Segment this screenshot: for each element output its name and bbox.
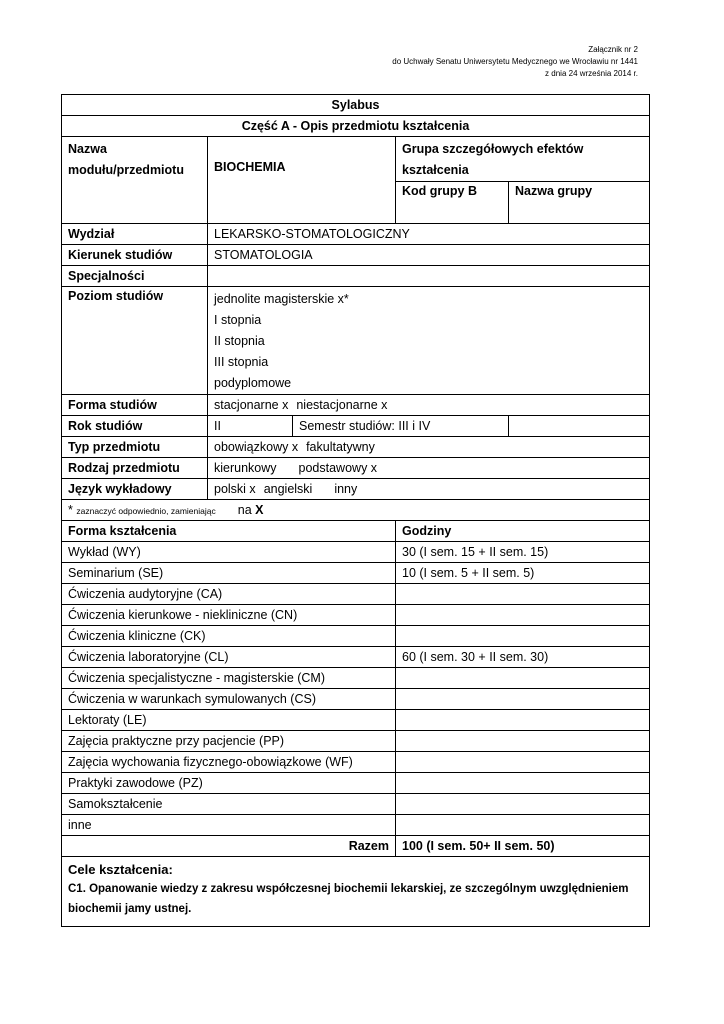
note-na: na <box>237 503 252 517</box>
faculty-label: Wydział <box>62 224 208 245</box>
form-name: Seminarium (SE) <box>62 563 396 584</box>
level-option-5: podyplomowe <box>214 376 292 390</box>
table-row <box>62 794 650 815</box>
group-name-label: Nazwa grupy <box>509 182 650 224</box>
table-row <box>62 752 650 773</box>
subject-type-obligatory: obowiązkowy x <box>214 440 299 454</box>
form-hours <box>396 626 650 647</box>
form-hours <box>396 731 650 752</box>
note-star: * <box>68 503 73 517</box>
language-value <box>208 479 650 500</box>
annex-line-3: z dnia 24 września 2014 r. <box>545 69 638 78</box>
form-hours <box>396 689 650 710</box>
year-value: II <box>208 416 293 437</box>
form-hours <box>396 794 650 815</box>
forms-header-name: Forma kształcenia <box>62 521 396 542</box>
effects-group-label <box>396 137 650 182</box>
semester-empty-cell <box>509 416 650 437</box>
module-name-value: BIOCHEMIA <box>208 137 396 224</box>
form-name: Ćwiczenia kliniczne (CK) <box>62 626 396 647</box>
study-form-value <box>208 395 650 416</box>
form-hours <box>396 710 650 731</box>
part-a-title: Część A - Opis przedmiotu kształcenia <box>62 116 650 137</box>
form-hours <box>396 605 650 626</box>
form-name: Praktyki zawodowe (PZ) <box>62 773 396 794</box>
annex-header <box>392 44 638 80</box>
table-row <box>62 626 650 647</box>
syllabus-table <box>61 94 650 927</box>
level-label: Poziom studiów <box>62 287 208 395</box>
specialization-value <box>208 266 650 287</box>
study-form-fulltime: stacjonarne x <box>214 398 289 412</box>
subject-kind-value <box>208 458 650 479</box>
faculty-value: LEKARSKO-STOMATOLOGICZNY <box>208 224 650 245</box>
form-name: Zajęcia wychowania fizycznego-obowiązkowe (WF) <box>62 752 396 773</box>
form-hours <box>396 815 650 836</box>
learning-goals <box>62 857 650 927</box>
effects-group-label-1: Grupa szczegółowych efektów <box>402 142 584 156</box>
level-option-3: II stopnia <box>214 334 265 348</box>
form-name: inne <box>62 815 396 836</box>
module-name-label-2: modułu/przedmiotu <box>68 163 184 177</box>
forms-header-hours: Godziny <box>396 521 650 542</box>
form-hours <box>396 752 650 773</box>
form-name: Ćwiczenia kierunkowe - niekliniczne (CN) <box>62 605 396 626</box>
study-form-label: Forma studiów <box>62 395 208 416</box>
form-name: Ćwiczenia audytoryjne (CA) <box>62 584 396 605</box>
table-row <box>62 563 650 584</box>
form-name: Wykład (WY) <box>62 542 396 563</box>
table-row <box>62 689 650 710</box>
subject-type-value <box>208 437 650 458</box>
language-polish: polski x <box>214 482 256 496</box>
module-name-label-1: Nazwa <box>68 142 107 156</box>
table-row <box>62 584 650 605</box>
specialization-label: Specjalności <box>62 266 208 287</box>
field-label: Kierunek studiów <box>62 245 208 266</box>
table-row <box>62 542 650 563</box>
form-name: Ćwiczenia specjalistyczne - magisterskie (CM) <box>62 668 396 689</box>
syllabus-title: Sylabus <box>62 95 650 116</box>
study-form-parttime: niestacjonarne x <box>296 398 388 412</box>
table-row <box>62 647 650 668</box>
table-row <box>62 731 650 752</box>
subject-kind-directional: kierunkowy <box>214 461 277 475</box>
group-code-label: Kod grupy B <box>396 182 509 224</box>
semester-value: Semestr studiów: III i IV <box>293 416 509 437</box>
form-name: Ćwiczenia laboratoryjne (CL) <box>62 647 396 668</box>
language-english: angielski <box>263 482 313 496</box>
field-value: STOMATOLOGIA <box>208 245 650 266</box>
note-x: X <box>255 503 264 517</box>
level-option-1: jednolite magisterskie x* <box>214 292 349 306</box>
marking-note <box>62 500 650 521</box>
goals-title: Cele kształcenia: <box>68 862 173 877</box>
table-row <box>62 815 650 836</box>
annex-line-1: Załącznik nr 2 <box>588 45 638 54</box>
form-name: Samokształcenie <box>62 794 396 815</box>
form-hours <box>396 773 650 794</box>
level-options <box>208 287 650 395</box>
form-hours <box>396 584 650 605</box>
language-other: inny <box>334 482 358 496</box>
module-name-label <box>62 137 208 224</box>
table-row <box>62 605 650 626</box>
subject-type-label: Typ przedmiotu <box>62 437 208 458</box>
goal-c1: C1. Opanowanie wiedzy z zakresu współczesnej biochemii lekarskiej, ze szczególnym uwzględnieniem biochemii jamy ustnej. <box>68 883 629 915</box>
table-row <box>62 710 650 731</box>
table-row <box>62 668 650 689</box>
level-option-2: I stopnia <box>214 313 262 327</box>
form-hours <box>396 668 650 689</box>
language-label: Język wykładowy <box>62 479 208 500</box>
level-option-4: III stopnia <box>214 355 269 369</box>
form-name: Zajęcia praktyczne przy pacjencie (PP) <box>62 731 396 752</box>
table-row <box>62 773 650 794</box>
form-name: Ćwiczenia w warunkach symulowanych (CS) <box>62 689 396 710</box>
year-label: Rok studiów <box>62 416 208 437</box>
effects-group-label-2: kształcenia <box>402 163 469 177</box>
note-text: zaznaczyć odpowiednio, zamieniając <box>76 506 216 516</box>
form-hours: 60 (I sem. 30 + II sem. 30) <box>396 647 650 668</box>
total-label: Razem <box>62 836 396 857</box>
annex-line-2: do Uchwały Senatu Uniwersytetu Medycznego we Wrocławiu nr 1441 <box>392 57 638 66</box>
form-name: Lektoraty (LE) <box>62 710 396 731</box>
subject-kind-basic: podstawowy x <box>298 461 378 475</box>
subject-kind-label: Rodzaj przedmiotu <box>62 458 208 479</box>
subject-type-optional: fakultatywny <box>306 440 375 454</box>
total-value: 100 (I sem. 50+ II sem. 50) <box>396 836 650 857</box>
form-hours: 10 (I sem. 5 + II sem. 5) <box>396 563 650 584</box>
form-hours: 30 (I sem. 15 + II sem. 15) <box>396 542 650 563</box>
